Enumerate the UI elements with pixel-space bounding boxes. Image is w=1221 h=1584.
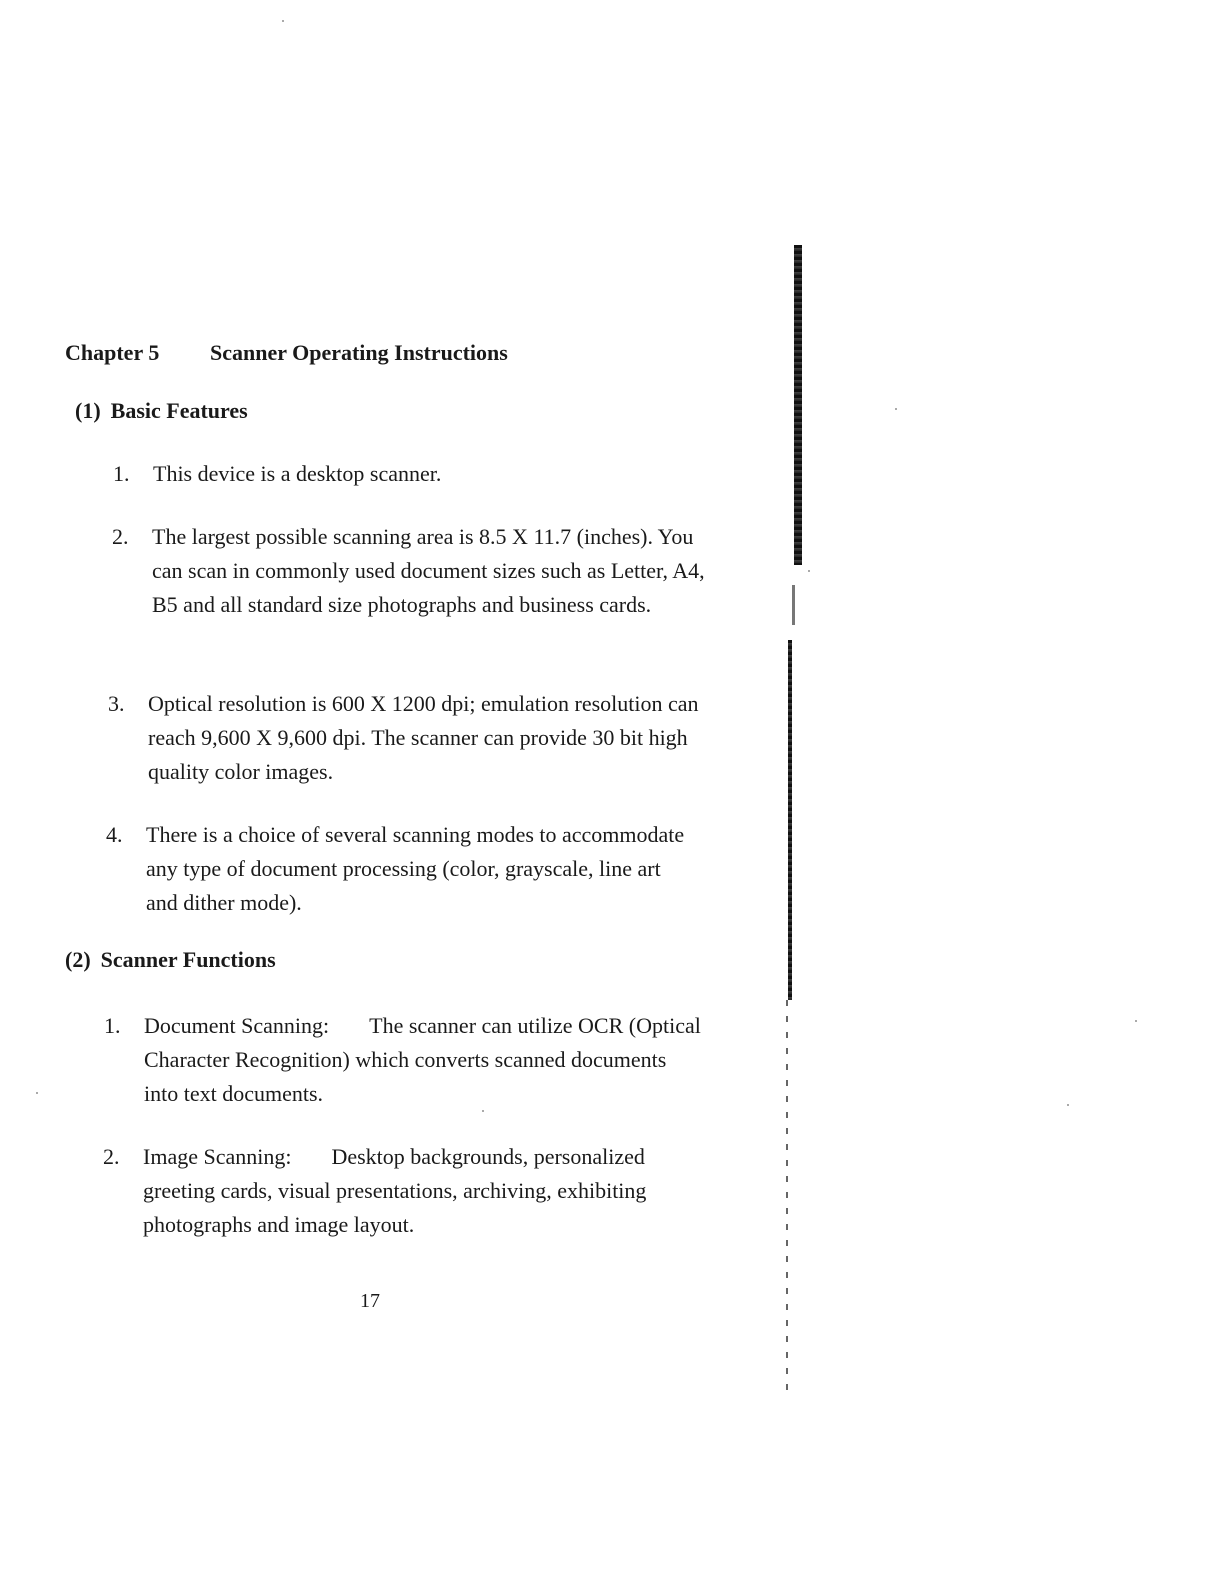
list-item (108, 687, 708, 789)
list-item-label: Document Scanning: (144, 1013, 330, 1038)
page-number: 17 (360, 1290, 380, 1312)
scan-speck (36, 1092, 38, 1094)
scan-binding-line (788, 640, 792, 1000)
list-item (113, 457, 753, 491)
scan-speck (1135, 1020, 1137, 1022)
list-item-number: 1. (104, 1013, 121, 1038)
scan-speck (282, 20, 284, 22)
list-item (106, 818, 686, 920)
section-heading-text: Scanner Functions (100, 947, 276, 972)
scan-speck (1067, 1104, 1069, 1106)
list-item (103, 1140, 703, 1242)
list-item-text: Desktop backgrounds, personalized greeting cards, visual presentations, archiving, exhibiting photographs and image layout. (143, 1144, 647, 1237)
list-item-number: 1. (113, 461, 130, 486)
list-item-label: Image Scanning: (143, 1144, 292, 1169)
list-item (112, 520, 712, 622)
section-marker: (2) (65, 947, 91, 972)
chapter-title (65, 340, 508, 366)
scan-speck (808, 570, 810, 572)
list-item-number: 3. (108, 691, 125, 716)
scan-speck (895, 408, 897, 410)
list-item-text: This device is a desktop scanner. (153, 461, 442, 486)
list-item-number: 4. (106, 822, 123, 847)
list-item-text: There is a choice of several scanning modes to accommodate any type of document processing (color, grayscale, line art and dither mode). (146, 822, 685, 915)
section-heading-text: Basic Features (110, 398, 248, 423)
list-item-number: 2. (103, 1144, 120, 1169)
section-heading-basic-features (75, 398, 248, 424)
section-marker: (1) (75, 398, 101, 423)
chapter-number: Chapter 5 (65, 340, 160, 365)
list-item-number: 2. (112, 524, 129, 549)
list-item-text: The largest possible scanning area is 8.5 X 11.7 (inches). You can scan in commonly used document sizes such as Letter, A4, B5 and all standard size photographs and business cards. (152, 524, 705, 617)
scan-binding-line (794, 245, 802, 565)
scan-binding-dots (786, 1000, 788, 1400)
list-item-text: The scanner can utilize OCR (Optical Character Recognition) which converts scanned documents into text documents. (144, 1013, 701, 1106)
chapter-heading-text: Scanner Operating Instructions (210, 340, 508, 365)
list-item (104, 1009, 704, 1111)
scan-binding-line (792, 585, 795, 625)
list-item-text: Optical resolution is 600 X 1200 dpi; emulation resolution can reach 9,600 X 9,600 dpi. The scanner can provide 30 bit high quality color images. (148, 691, 699, 784)
section-heading-scanner-functions (65, 947, 276, 973)
